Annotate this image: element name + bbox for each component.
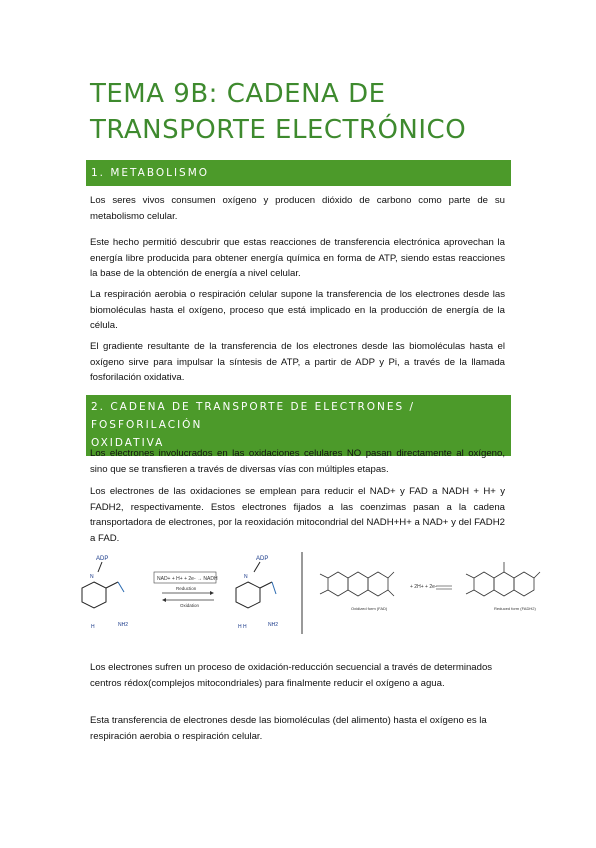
section-1-paragraph-3: La respiración aerobia o respiración celular supone la transferencia de los electrones desde las biomoléculas hasta el oxígeno, proceso que está implicado en la producción de energía de la célula.: [90, 289, 505, 331]
nad-oxidized-structure: [82, 556, 128, 630]
section-1-heading: 1. METABOLISMO: [86, 160, 511, 186]
page-title: [90, 76, 520, 148]
svg-text:N: N: [244, 574, 248, 580]
svg-text:N: N: [90, 574, 94, 580]
section-2-paragraph-3: Los electrones sufren un proceso de oxidación-reducción secuencial a través de determinados centros rédox(complejos mitocondriales) para finalmente reducir el oxígeno a agua.: [90, 662, 493, 689]
nad-right-adp-label: ADP: [256, 556, 269, 562]
section-1-paragraph-1: Los seres vivos consumen oxígeno y producen dióxido de carbono como parte de su metabolismo celular.: [90, 195, 505, 222]
section-2-paragraph-1: Los electrones involucrados en las oxidaciones celulares NO pasan directamente al oxígeno, sino que se transfieren a través de diversas vías con múltiples etapas.: [90, 448, 505, 475]
nadh-reduced-structure: [236, 556, 278, 630]
section-1-paragraph-2: Este hecho permitió descubrir que estas reacciones de transferencia electrónica aprovechan la energía libre producida para obtener energía química en forma de ATP, siendo estas reacciones la base de la obtención de energía a nivel celular.: [90, 237, 505, 279]
reduction-arrowhead: [210, 591, 214, 595]
svg-text:H: H: [91, 624, 95, 630]
nad-reaction-text: NAD+ + H+ + 2e- → NADH: [157, 576, 218, 582]
section-2-heading-line-2: OXIDATIVA: [91, 437, 165, 449]
fadh2-reduced-structure: [466, 562, 540, 611]
fad-reduced-label: Reduced form (FADH2): [494, 606, 536, 611]
oxidation-label: Oxidation: [180, 603, 200, 608]
coenzyme-figure: [76, 548, 546, 636]
section-1-paragraph-4: El gradiente resultante de la transferencia de los electrones desde las biomoléculas hasta el oxígeno sirve para impulsar la síntesis de ATP, a partir de ADP y Pi, a través de la llamada fosforilación oxidativa.: [90, 341, 505, 383]
reduction-label: Reduction: [176, 586, 197, 591]
fad-oxidized-label: Oxidized form (FAD): [351, 606, 388, 611]
title-line-2: TRANSPORTE ELECTRÓNICO: [90, 115, 467, 145]
section-2-paragraph-2: Los electrones de las oxidaciones se emplean para reducir el NAD+ y FAD a NADH + H+ y FADH2, respectivamente. Estos electrones fijados a las coenzimas pasan a la cadena transportadora de electrones, por la reoxidación mitocondrial del NADH+H+ a NAD+ y del FADH2 a FAD.: [90, 486, 505, 544]
fad-oxidized-structure: [320, 572, 394, 611]
title-line-1: TEMA 9B: CADENA DE: [90, 79, 386, 109]
coenzyme-diagram: [76, 548, 546, 636]
svg-text:H H: H H: [238, 624, 247, 630]
oxidation-arrowhead: [162, 598, 166, 602]
nad-left-adp-label: ADP: [96, 556, 109, 562]
section-2-paragraph-4: Esta transferencia de electrones desde las biomoléculas (del alimento) hasta el oxígeno es la respiración aerobia o respiración celular.: [90, 715, 487, 742]
fad-reaction-text: + 2H+ + 2e-: [410, 584, 437, 590]
svg-text:NH2: NH2: [118, 622, 129, 628]
section-2-heading-line-1: 2. CADENA DE TRANSPORTE DE ELECTRONES / FOSFORILACIÓN: [91, 401, 416, 431]
svg-text:NH2: NH2: [268, 622, 279, 628]
